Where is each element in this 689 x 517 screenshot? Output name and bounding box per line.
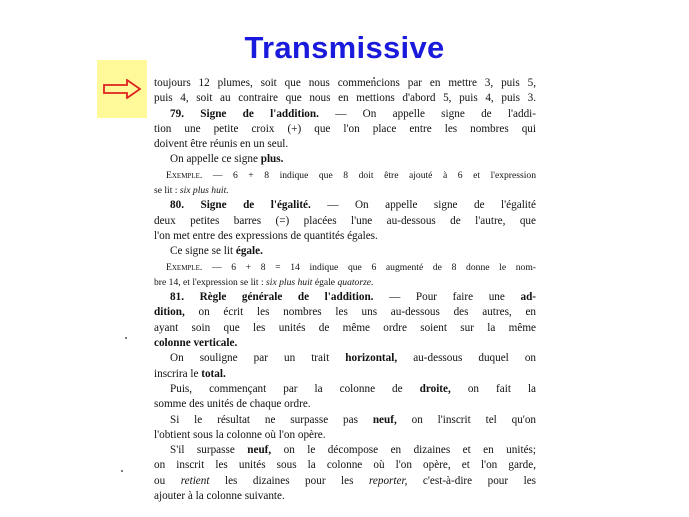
scanned-text (154, 76, 536, 504)
example-line: se lit : six plus huit. (154, 185, 229, 197)
text-line: puis 4, soit au contraire que nous en mettions d'abord 5, puis 4, puis 3. (154, 92, 536, 105)
example-line: Exemple. — 6 + 8 indique que 8 doit être ajouté à 6 et l'expression (166, 169, 536, 181)
text-line: l'on met entre des expressions de quantités égales. (154, 229, 378, 242)
text-line: On appelle ce signe plus. (170, 153, 284, 166)
text-line: ajouter à la colonne suivante. (154, 490, 285, 503)
right-arrow-outline-icon (103, 79, 141, 99)
text-line: tion une petite croix (+) que l'on place entre les nombres qui (154, 122, 536, 135)
text-line: dition, on écrit les nombres les uns au-dessous des autres, en (154, 306, 536, 319)
text-line: inscrira le total. (154, 367, 226, 380)
section-79-heading: 79. Signe de l'addition. — On appelle signe de l'addi- (170, 107, 537, 120)
text-line: l'obtient sous la colonne où l'on opère. (154, 428, 326, 441)
scan-speck (121, 470, 123, 472)
text-line: colonne verticale. (154, 337, 238, 350)
example-line: Exemple. — 6 + 8 = 14 indique que 6 augmenté de 8 donne le nom- (166, 261, 536, 273)
text-line: deux petites barres (=) placées l'une au-dessous de l'autre, que (154, 214, 536, 227)
text-line: doivent être réunis en un seul. (154, 138, 289, 151)
slide-title: Transmissive (244, 30, 445, 65)
text-line: somme des unités de chaque ordre. (154, 398, 311, 411)
arrow-callout (97, 60, 147, 118)
text-line: ou retient les dizaines pour les reporter, c'est-à-dire pour les (154, 474, 537, 487)
text-line: On souligne par un trait horizontal, au-dessous duquel on (170, 352, 537, 365)
example-line: bre 14, et l'expression se lit : six plus huit égale quatorze. (154, 276, 374, 288)
section-80-heading: 80. Signe de l'égalité. — On appelle signe de l'égalité (170, 199, 536, 212)
text-line: ayant soin que les unités de même ordre soient sur la même (154, 321, 536, 334)
text-line: Si le résultat ne surpasse pas neuf, on l'inscrit tel qu'on (170, 413, 537, 426)
text-line: Ce signe se lit égale. (170, 245, 263, 258)
text-line: Puis, commençant par la colonne de droite, on fait la (170, 382, 537, 395)
section-81-heading: 81. Règle générale de l'addition. — Pour faire une ad- (170, 291, 537, 304)
text-line: S'il surpasse neuf, on le décompose en dizaines et en unités; (170, 444, 537, 457)
scan-speck (125, 337, 127, 339)
text-line: on inscrit les unités sous la colonne où l'on opère, et l'on garde, (154, 459, 536, 472)
text-line: toujours 12 plumes, soit que nous commencions par en mettre 3, puis 5, (154, 77, 536, 89)
